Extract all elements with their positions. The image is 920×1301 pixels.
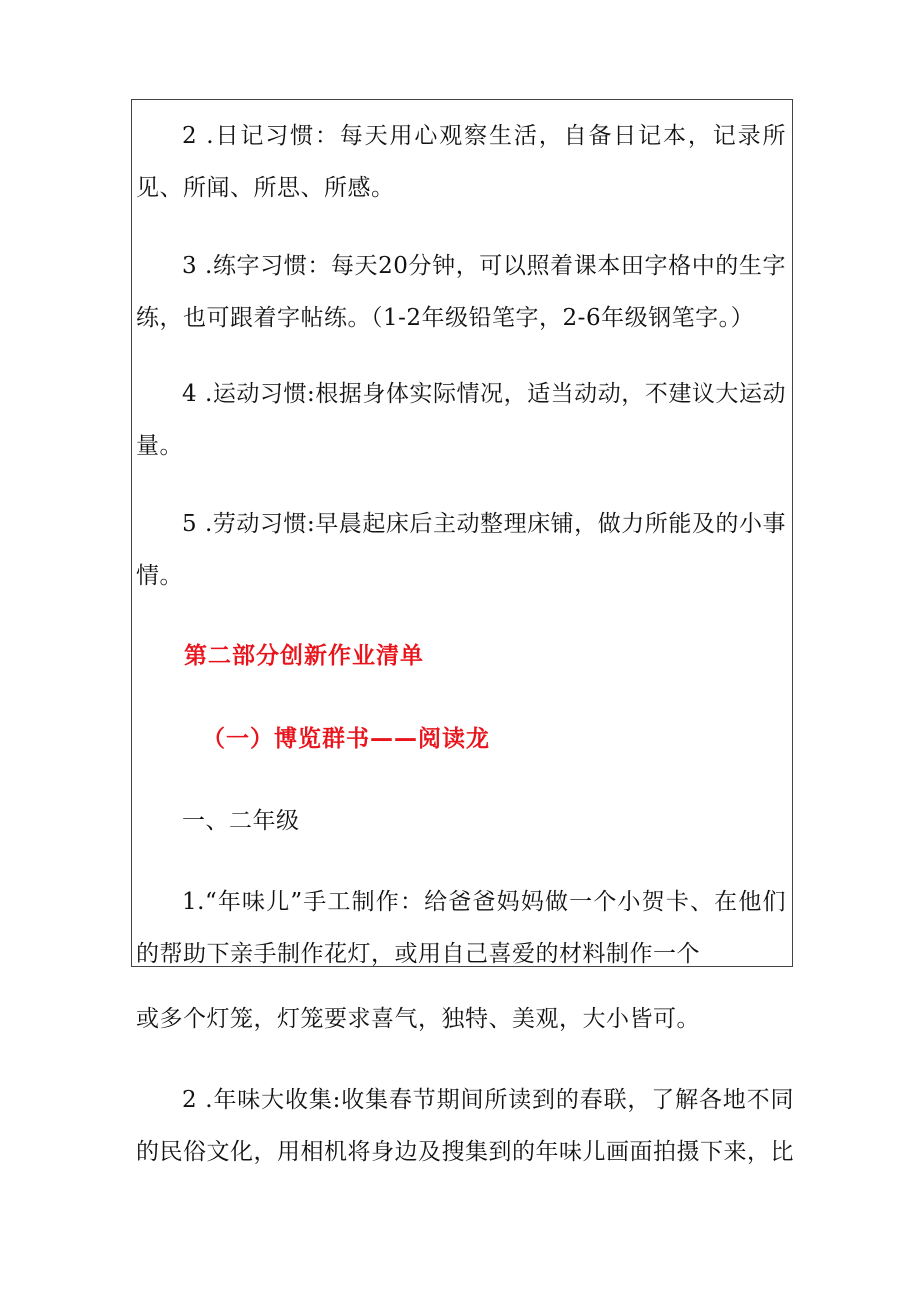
- task-item-collection: 2 .年味大收集:收集春节期间所读到的春联，了解各地不同的民俗文化，用相机将身边及搜集到的年味儿画面拍摄下来，比: [136, 1087, 794, 1165]
- task-item-handicraft-continued: 或多个灯笼，灯笼要求喜气，独特、美观，大小皆可。: [136, 1006, 700, 1032]
- section-heading: 第二部分创新作业清单: [184, 643, 424, 669]
- grade-heading: 一、二年级: [182, 808, 300, 834]
- sub-heading: （一）博览群书——阅读龙: [202, 726, 490, 752]
- habit-item-labor: 5 .劳动习惯:早晨起床后主动整理床铺，做力所能及的小事情。: [136, 511, 786, 589]
- habit-item-handwriting: 3 .练字习惯：每天20分钟，可以照着课本田字格中的生字练，也可跟着字帖练。（1-2年级铅笔字，2-6年级钢笔字。）: [136, 253, 786, 331]
- task-item-handicraft: 1.“年味儿”手工制作：给爸爸妈妈做一个小贺卡、在他们的帮助下亲手制作花灯，或用自己喜爱的材料制作一个: [136, 889, 786, 967]
- habit-item-exercise: 4 .运动习惯:根据身体实际情况，适当动动，不建议大运动量。: [136, 381, 786, 459]
- habit-item-diary: 2 .日记习惯：每天用心观察生活，自备日记本，记录所见、所闻、所思、所感。: [136, 123, 786, 201]
